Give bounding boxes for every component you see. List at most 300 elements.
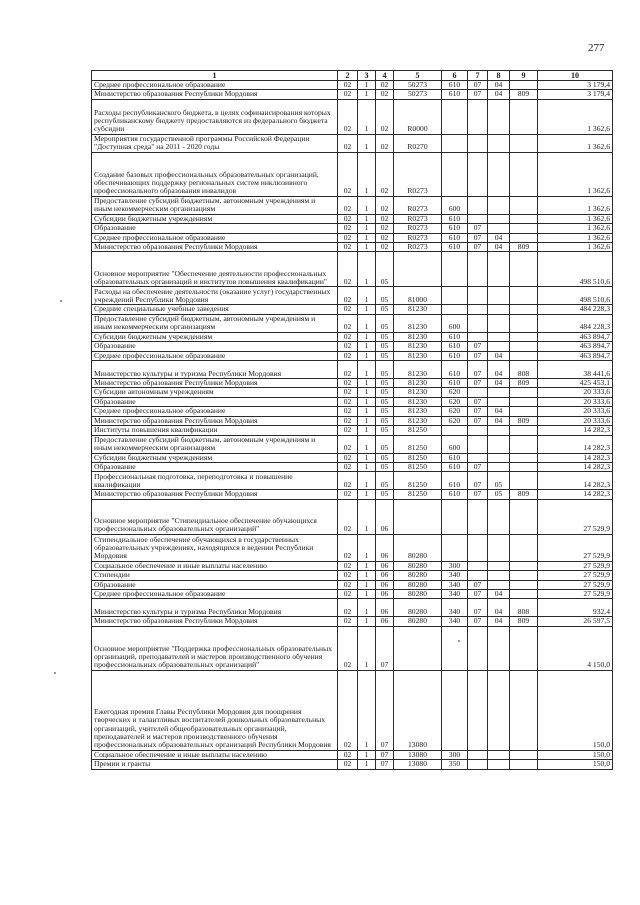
row-code-5: 81250	[394, 453, 442, 462]
row-code-5: 81250	[394, 435, 442, 453]
row-code-7	[468, 760, 488, 769]
row-code-3: 1	[358, 305, 376, 314]
row-amount: 1 362,6	[538, 152, 613, 196]
row-code-2: 02	[338, 314, 358, 332]
row-code-8	[488, 580, 510, 589]
row-code-7: 07	[468, 580, 488, 589]
row-code-9: 809	[510, 617, 538, 626]
row-amount: 498 510,6	[538, 252, 613, 287]
row-code-8	[488, 397, 510, 406]
table-row	[92, 342, 613, 351]
table-row	[92, 361, 613, 379]
row-code-4: 02	[376, 243, 394, 252]
row-code-5: R0273	[394, 233, 442, 242]
row-code-7: 07	[468, 416, 488, 425]
row-code-5: 81250	[394, 472, 442, 490]
row-code-7: 07	[468, 472, 488, 490]
row-amount: 20 333,6	[538, 416, 613, 425]
row-code-5: 81000	[394, 287, 442, 305]
row-code-4: 02	[376, 90, 394, 99]
row-code-5: R0000	[394, 99, 442, 134]
row-code-2: 02	[338, 196, 358, 214]
row-code-6: 620	[442, 397, 468, 406]
table-row	[92, 388, 613, 397]
row-code-2: 02	[338, 750, 358, 759]
row-code-7: 07	[468, 81, 488, 90]
row-amount: 14 282,3	[538, 472, 613, 490]
row-code-9	[510, 426, 538, 435]
row-code-9	[510, 462, 538, 471]
table-row	[92, 589, 613, 598]
row-code-6: 340	[442, 599, 468, 617]
row-amount: 38 441,6	[538, 361, 613, 379]
row-code-9	[510, 499, 538, 534]
row-code-3: 1	[358, 214, 376, 223]
row-name: Министерство образования Республики Мордовия	[92, 416, 338, 425]
row-amount: 484 228,3	[538, 314, 613, 332]
column-header: 2	[338, 71, 358, 81]
row-code-6	[442, 99, 468, 134]
scan-mark	[60, 300, 62, 302]
row-amount: 1 362,6	[538, 224, 613, 233]
row-name: Министерство образования Республики Мордовия	[92, 90, 338, 99]
row-amount: 425 453,1	[538, 379, 613, 388]
row-name: Создание базовых профессиональных образовательных организаций, обеспечивающих поддержку региональных систем инклюзивного профессионального образования инвалидов	[92, 152, 338, 196]
row-code-2: 02	[338, 462, 358, 471]
row-code-6: 600	[442, 435, 468, 453]
row-code-8	[488, 342, 510, 351]
row-code-4: 07	[376, 750, 394, 759]
row-code-5: 13080	[394, 670, 442, 750]
row-code-3: 1	[358, 561, 376, 570]
row-code-7	[468, 571, 488, 580]
row-code-3: 1	[358, 196, 376, 214]
row-amount: 932,4	[538, 599, 613, 617]
row-code-3: 1	[358, 361, 376, 379]
row-name: Образование	[92, 397, 338, 406]
row-code-2: 02	[338, 571, 358, 580]
row-code-8	[488, 571, 510, 580]
row-code-8	[488, 252, 510, 287]
row-code-2: 02	[338, 287, 358, 305]
row-code-4: 02	[376, 196, 394, 214]
row-name: Субсидии бюджетным учреждениям	[92, 214, 338, 223]
row-code-3: 1	[358, 287, 376, 305]
row-name: Стипендии	[92, 571, 338, 580]
row-code-2: 02	[338, 416, 358, 425]
table-row	[92, 416, 613, 425]
row-amount: 14 282,3	[538, 426, 613, 435]
row-code-6: 340	[442, 571, 468, 580]
row-code-6: 610	[442, 243, 468, 252]
row-code-5: 80280	[394, 617, 442, 626]
row-code-7	[468, 453, 488, 462]
row-amount: 150,0	[538, 670, 613, 750]
table-row	[92, 224, 613, 233]
row-name: Премии и гранты	[92, 760, 338, 769]
row-code-5: 50273	[394, 81, 442, 90]
row-amount: 27 529,9	[538, 561, 613, 570]
row-code-8	[488, 561, 510, 570]
row-name: Профессиональная подготовка, переподготовка и повышение квалификации	[92, 472, 338, 490]
row-code-6: 620	[442, 416, 468, 425]
row-code-9	[510, 580, 538, 589]
row-amount: 26 597,5	[538, 617, 613, 626]
row-code-7	[468, 750, 488, 759]
row-code-9	[510, 351, 538, 360]
row-code-5: 80280	[394, 534, 442, 561]
header-row	[92, 71, 613, 81]
row-code-9	[510, 314, 538, 332]
row-code-6	[442, 626, 468, 670]
row-code-9	[510, 134, 538, 152]
row-code-5: 81230	[394, 416, 442, 425]
row-name: Социальное обеспечение и иные выплаты населению	[92, 750, 338, 759]
row-code-2: 02	[338, 351, 358, 360]
row-code-5: 81230	[394, 379, 442, 388]
row-code-3: 1	[358, 670, 376, 750]
row-code-9: 809	[510, 379, 538, 388]
row-code-6: 610	[442, 342, 468, 351]
row-code-4: 07	[376, 626, 394, 670]
row-code-5: R0273	[394, 152, 442, 196]
row-code-5	[394, 626, 442, 670]
row-name: Среднее профессиональное образование	[92, 351, 338, 360]
row-code-3: 1	[358, 407, 376, 416]
row-code-4: 05	[376, 379, 394, 388]
scan-mark	[458, 640, 460, 642]
row-code-8	[488, 453, 510, 462]
row-code-8	[488, 134, 510, 152]
row-name: Субсидии бюджетным учреждениям	[92, 332, 338, 341]
row-code-5: 81230	[394, 342, 442, 351]
row-amount: 20 333,6	[538, 407, 613, 416]
row-code-3: 1	[358, 351, 376, 360]
row-amount: 27 529,9	[538, 580, 613, 589]
row-code-8	[488, 462, 510, 471]
row-code-8	[488, 224, 510, 233]
table-row	[92, 472, 613, 490]
row-code-8: 04	[488, 407, 510, 416]
table-row	[92, 196, 613, 214]
row-code-3: 1	[358, 589, 376, 598]
row-amount: 3 179,4	[538, 90, 613, 99]
row-code-2: 02	[338, 233, 358, 242]
row-amount: 3 179,4	[538, 81, 613, 90]
row-code-8: 04	[488, 233, 510, 242]
row-code-2: 02	[338, 243, 358, 252]
row-name: Министерство образования Республики Мордовия	[92, 379, 338, 388]
row-amount: 463 894,7	[538, 342, 613, 351]
row-code-5: 13080	[394, 760, 442, 769]
row-amount: 1 362,6	[538, 196, 613, 214]
row-code-6: 610	[442, 462, 468, 471]
table-row	[92, 351, 613, 360]
row-code-6: 610	[442, 233, 468, 242]
row-name: Предоставление субсидий бюджетным, автономным учреждениям и иным некоммерческим организациям	[92, 435, 338, 453]
row-code-7: 07	[468, 462, 488, 471]
row-code-2: 02	[338, 561, 358, 570]
row-code-7: 07	[468, 361, 488, 379]
table-row	[92, 462, 613, 471]
table-row	[92, 617, 613, 626]
row-amount: 498 510,6	[538, 287, 613, 305]
row-code-6: 610	[442, 214, 468, 223]
row-code-2: 02	[338, 599, 358, 617]
row-name: Стипендиальное обеспечение обучающихся в государственных образовательных учреждениях, находящихся в ведении Республики Мордовия	[92, 534, 338, 561]
row-name: Образование	[92, 224, 338, 233]
row-code-8	[488, 388, 510, 397]
row-code-7	[468, 314, 488, 332]
row-code-5: 81230	[394, 397, 442, 406]
row-code-7	[468, 214, 488, 223]
row-code-9: 809	[510, 90, 538, 99]
scan-mark	[54, 672, 56, 674]
row-code-8	[488, 99, 510, 134]
row-code-2: 02	[338, 760, 358, 769]
row-code-3: 1	[358, 416, 376, 425]
row-code-3: 1	[358, 760, 376, 769]
row-code-4: 06	[376, 617, 394, 626]
row-code-7	[468, 305, 488, 314]
row-code-5	[394, 252, 442, 287]
row-name: Основное мероприятие "Поддержка профессиональных образовательных организаций, преподавателей и мастеров производственного обучения профессиональных образовательных организаций"	[92, 626, 338, 670]
row-code-9	[510, 233, 538, 242]
row-code-4: 06	[376, 499, 394, 534]
row-code-2: 02	[338, 435, 358, 453]
row-code-2: 02	[338, 134, 358, 152]
row-code-5: R0273	[394, 214, 442, 223]
table-row	[92, 534, 613, 561]
row-code-2: 02	[338, 617, 358, 626]
row-name: Предоставление субсидий бюджетным, автономным учреждениям и иным некоммерческим организациям	[92, 314, 338, 332]
row-code-8: 04	[488, 617, 510, 626]
row-code-3: 1	[358, 332, 376, 341]
row-code-7	[468, 626, 488, 670]
row-code-5: 50273	[394, 90, 442, 99]
row-code-4: 05	[376, 426, 394, 435]
row-code-4: 05	[376, 453, 394, 462]
row-code-6: 610	[442, 453, 468, 462]
table-row	[92, 499, 613, 534]
row-code-7: 07	[468, 397, 488, 406]
row-code-5: 81230	[394, 388, 442, 397]
row-code-3: 1	[358, 580, 376, 589]
row-code-7	[468, 426, 488, 435]
row-name: Мероприятия государственной программы Российской Федерации "Доступная среда" на 2011 - 2020 годы	[92, 134, 338, 152]
row-code-3: 1	[358, 534, 376, 561]
row-code-3: 1	[358, 90, 376, 99]
row-code-7	[468, 99, 488, 134]
row-code-7	[468, 561, 488, 570]
row-code-6	[442, 534, 468, 561]
row-code-8: 04	[488, 243, 510, 252]
row-code-4: 02	[376, 233, 394, 242]
row-code-6	[442, 426, 468, 435]
row-code-5: 80280	[394, 599, 442, 617]
row-code-6	[442, 134, 468, 152]
row-code-7: 07	[468, 490, 488, 499]
table-row	[92, 99, 613, 134]
row-code-4: 05	[376, 287, 394, 305]
table-row	[92, 571, 613, 580]
row-code-7	[468, 670, 488, 750]
row-code-7	[468, 499, 488, 534]
row-name: Предоставление субсидий бюджетным, автономным учреждениям и иным некоммерческим организациям	[92, 196, 338, 214]
row-code-4: 06	[376, 589, 394, 598]
column-header: 10	[538, 71, 613, 81]
row-code-3: 1	[358, 617, 376, 626]
row-code-3: 1	[358, 435, 376, 453]
column-header: 3	[358, 71, 376, 81]
row-code-2: 02	[338, 252, 358, 287]
column-header: 6	[442, 71, 468, 81]
table-row	[92, 152, 613, 196]
row-code-4: 05	[376, 351, 394, 360]
row-amount: 14 282,3	[538, 490, 613, 499]
row-code-7: 07	[468, 617, 488, 626]
row-code-6	[442, 499, 468, 534]
row-code-2: 02	[338, 453, 358, 462]
budget-table	[91, 70, 613, 770]
row-code-2: 02	[338, 490, 358, 499]
row-code-8	[488, 435, 510, 453]
row-code-2: 02	[338, 670, 358, 750]
table-row	[92, 81, 613, 90]
row-code-9	[510, 670, 538, 750]
table-row	[92, 332, 613, 341]
row-code-9	[510, 561, 538, 570]
row-code-9	[510, 571, 538, 580]
row-code-8: 04	[488, 589, 510, 598]
column-header: 1	[92, 71, 338, 81]
row-code-9	[510, 196, 538, 214]
row-code-4: 05	[376, 407, 394, 416]
row-name: Образование	[92, 342, 338, 351]
table-row	[92, 407, 613, 416]
row-name: Институты повышения квалификации	[92, 426, 338, 435]
row-code-4: 05	[376, 361, 394, 379]
row-code-2: 02	[338, 81, 358, 90]
row-code-4: 02	[376, 214, 394, 223]
row-code-5: 80280	[394, 580, 442, 589]
row-code-5: 81250	[394, 426, 442, 435]
row-code-6: 340	[442, 589, 468, 598]
row-amount: 150,0	[538, 750, 613, 759]
row-amount: 484 228,3	[538, 305, 613, 314]
row-code-9	[510, 626, 538, 670]
row-code-9	[510, 750, 538, 759]
row-code-6: 350	[442, 760, 468, 769]
row-code-9	[510, 332, 538, 341]
row-code-7	[468, 196, 488, 214]
row-code-7: 07	[468, 379, 488, 388]
row-code-4: 05	[376, 388, 394, 397]
table-row	[92, 426, 613, 435]
row-code-4: 05	[376, 397, 394, 406]
row-code-4: 05	[376, 416, 394, 425]
row-code-8	[488, 760, 510, 769]
row-code-5: 81250	[394, 462, 442, 471]
table-row	[92, 750, 613, 759]
row-code-5: 80280	[394, 589, 442, 598]
row-code-6: 340	[442, 580, 468, 589]
row-amount: 463 894,7	[538, 332, 613, 341]
row-code-9	[510, 397, 538, 406]
table-row	[92, 626, 613, 670]
row-code-2: 02	[338, 397, 358, 406]
row-code-9	[510, 407, 538, 416]
column-header: 7	[468, 71, 488, 81]
row-code-9: 809	[510, 490, 538, 499]
row-code-2: 02	[338, 99, 358, 134]
row-code-4: 06	[376, 571, 394, 580]
table-row	[92, 599, 613, 617]
column-header: 4	[376, 71, 394, 81]
row-name: Среднее профессиональное образование	[92, 81, 338, 90]
row-code-3: 1	[358, 243, 376, 252]
budget-table-body	[92, 81, 613, 770]
row-code-7: 07	[468, 589, 488, 598]
row-code-5: 13080	[394, 750, 442, 759]
row-code-8	[488, 750, 510, 759]
row-code-3: 1	[358, 252, 376, 287]
row-code-4: 07	[376, 670, 394, 750]
row-code-8	[488, 305, 510, 314]
row-code-6: 610	[442, 490, 468, 499]
row-code-8: 04	[488, 379, 510, 388]
row-code-4: 02	[376, 224, 394, 233]
row-name: Расходы на обеспечение деятельности (оказание услуг) государственных учреждений Республики Мордовия	[92, 287, 338, 305]
row-code-4: 05	[376, 314, 394, 332]
page-number: 277	[588, 42, 605, 54]
row-code-7	[468, 534, 488, 561]
row-code-4: 06	[376, 580, 394, 589]
row-code-2: 02	[338, 407, 358, 416]
row-code-8: 04	[488, 361, 510, 379]
row-code-7	[468, 332, 488, 341]
row-code-6: 610	[442, 361, 468, 379]
row-amount: 1 362,6	[538, 134, 613, 152]
row-code-2: 02	[338, 388, 358, 397]
row-amount: 1 362,6	[538, 99, 613, 134]
row-name: Средние специальные учебные заведения	[92, 305, 338, 314]
row-code-9	[510, 435, 538, 453]
table-row	[92, 670, 613, 750]
row-code-3: 1	[358, 426, 376, 435]
row-amount: 150,0	[538, 760, 613, 769]
row-amount: 4 150,0	[538, 626, 613, 670]
row-code-9	[510, 453, 538, 462]
row-code-5: 80280	[394, 561, 442, 570]
table-row	[92, 287, 613, 305]
row-name: Основное мероприятие "Обеспечение деятельности профессиональных образовательных организаций и институтов повышения квалификации"	[92, 252, 338, 287]
row-name: Министерство образования Республики Мордовия	[92, 617, 338, 626]
row-code-6	[442, 152, 468, 196]
row-code-5: R0273	[394, 224, 442, 233]
row-code-4: 02	[376, 134, 394, 152]
row-code-8	[488, 426, 510, 435]
row-code-7	[468, 134, 488, 152]
row-amount: 20 333,6	[538, 388, 613, 397]
row-code-8	[488, 152, 510, 196]
row-code-6: 600	[442, 196, 468, 214]
row-code-9: 809	[510, 416, 538, 425]
row-name: Министерство культуры и туризма Республики Мордовия	[92, 599, 338, 617]
row-amount: 27 529,9	[538, 589, 613, 598]
row-code-5: 80280	[394, 571, 442, 580]
table-row	[92, 252, 613, 287]
